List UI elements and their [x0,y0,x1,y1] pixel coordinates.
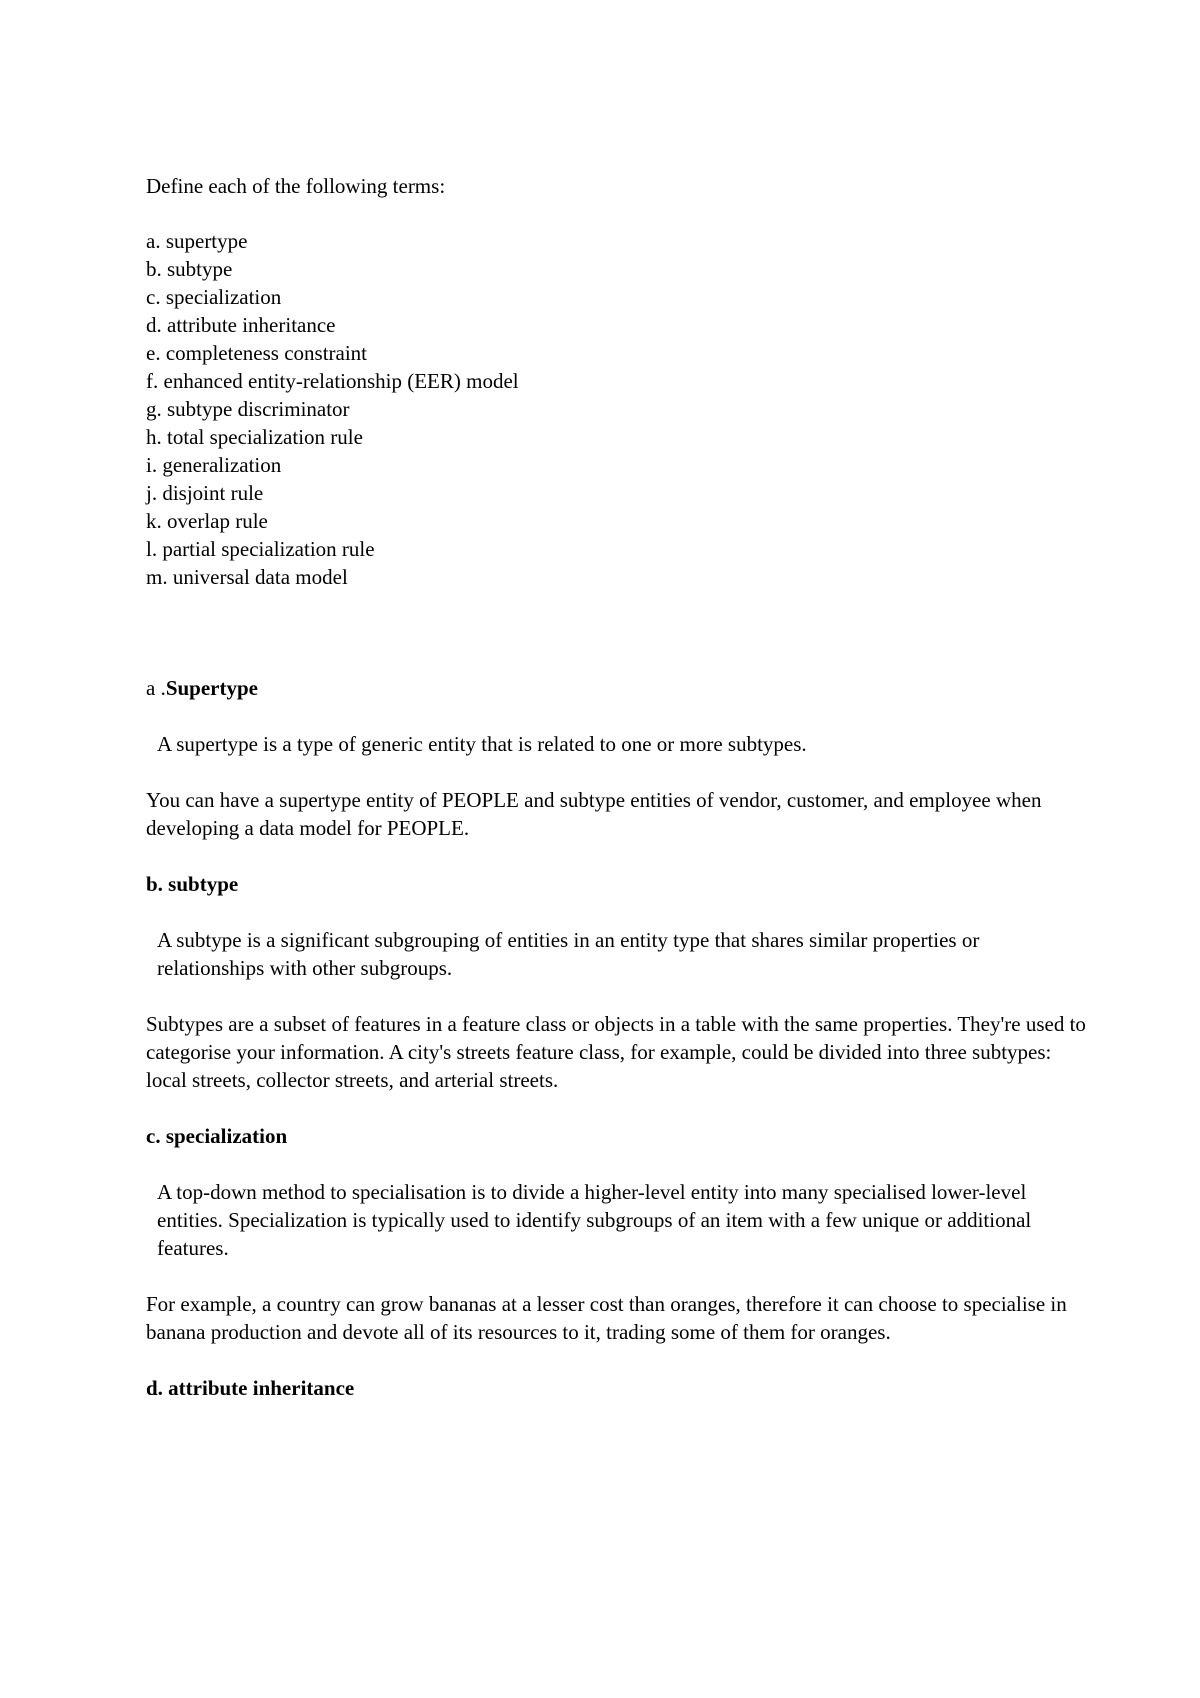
definition-paragraph: A subtype is a significant subgrouping of entities in an entity type that shares similar properties or relationships with other subgroups. [157,928,980,980]
term-item: e. completeness constraint [146,341,368,365]
section-heading-supertype [146,674,1086,702]
term-item: l. partial specialization rule [146,537,375,561]
section-heading-attribute-inheritance: d. attribute inheritance [146,1376,355,1400]
term-item: b. subtype [146,257,233,281]
term-item: k. overlap rule [146,509,268,533]
example-paragraph: For example, a country can grow bananas at a lesser cost than oranges, therefore it can choose to specialise in banana production and devote all of its resources to it, trading some of them for oranges. [146,1292,1067,1344]
section-heading-specialization: c. specialization [146,1124,288,1148]
term-item: c. specialization [146,285,282,309]
example-paragraph: Subtypes are a subset of features in a feature class or objects in a table with the same properties. They're used to categorise your information. A city's streets feature class, for example, could be divided into three subtypes: local streets, collector streets, and arterial streets. [146,1012,1086,1092]
term-item: g. subtype discriminator [146,397,350,421]
definition-paragraph: A supertype is a type of generic entity that is related to one or more subtypes. [157,732,807,756]
term-item: j. disjoint rule [146,481,264,505]
term-item: i. generalization [146,453,282,477]
section-prefix: a . [146,676,166,700]
term-item: h. total specialization rule [146,425,363,449]
section-title: Supertype [165,676,259,700]
term-item: d. attribute inheritance [146,313,336,337]
term-item: m. universal data model [146,565,348,589]
term-item: a. supertype [146,229,248,253]
section-heading-subtype: b. subtype [146,872,239,896]
terms-list [146,227,1086,591]
intro-text: Define each of the following terms: [146,174,446,198]
definition-paragraph: A top-down method to specialisation is to divide a higher-level entity into many specialised lower-level entities. Specialization is typically used to identify subgroups of an item with a few unique or additional features. [157,1180,1032,1260]
example-paragraph: You can have a supertype entity of PEOPLE and subtype entities of vendor, customer, and employee when developing a data model for PEOPLE. [146,788,1042,840]
term-item: f. enhanced entity-relationship (EER) model [146,369,519,393]
document-page [146,172,1086,1402]
